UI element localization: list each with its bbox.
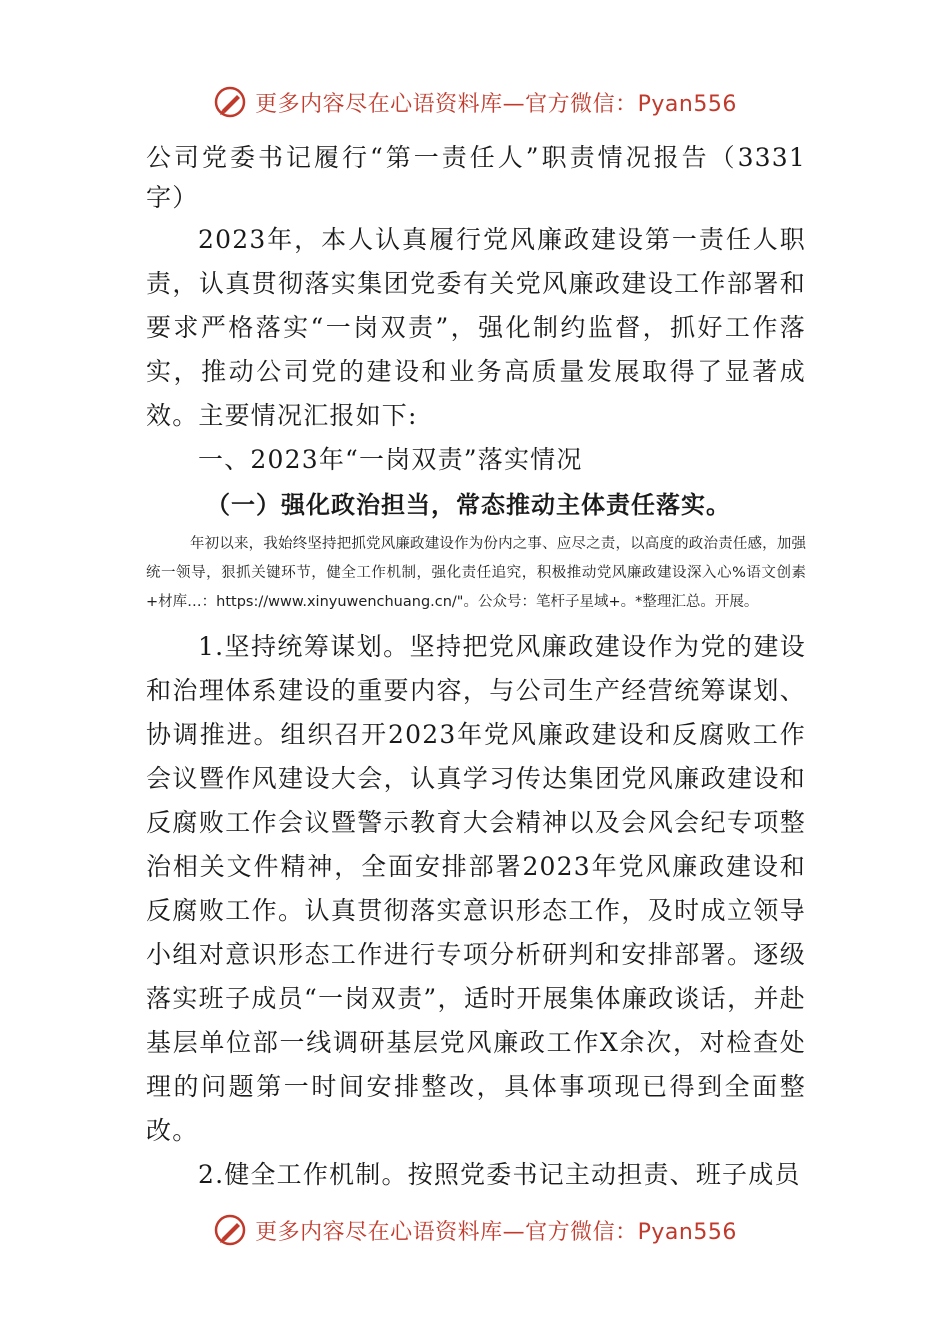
item-paragraph: 2.健全工作机制。按照党委书记主动担责、班子成员 bbox=[198, 1160, 801, 1189]
section-heading: 一、2023年“一岗双责”落实情况 bbox=[198, 445, 583, 474]
small-paragraph: 年初以来，我始终坚持把抓党风廉政建设作为份内之事、应尽之责，以高度的政治责任感，加强统一领导，狠抓关键环节，健全工作机制，强化责任追究，积极推动党风廉政建设深入心%语文创素+材库…：https://www.xinyuwenchuang.cn/"。公众号：笔杆子星域+。*整理汇总。开展。 bbox=[146, 536, 806, 610]
item-paragraph: 1.坚持统筹谋划。坚持把党风廉政建设作为党的建设和治理体系建设的重要内容，与公司生产经营统筹谋划、协调推进。组织召开2023年党风廉政建设和反腐败工作会议暨作风建设大会，认真学习传达集团党风廉政建设和反腐败工作会议暨警示教育大会精神以及会风会纪专项整治相关文件精神，全面安排部署2023年党风廉政建设和反腐败工作。认真贯彻落实意识形态工作，及时成立领导小组对意识形态工作进行专项分析研判和安排部署。逐级落实班子成员“一岗双责”，适时开展集体廉政谈话，并赴基层单位部一线调研基层党风廉政工作X余次，对检查处理的问题第一时间安排整改，具体事项现已得到全面整改。 bbox=[146, 632, 806, 1145]
header-watermark-banner bbox=[0, 82, 950, 122]
footer-watermark-banner bbox=[0, 1210, 950, 1250]
document-body bbox=[146, 138, 806, 1197]
pen-circle-logo-icon bbox=[213, 1213, 247, 1247]
watermark-text: 更多内容尽在心语资料库—官方微信：Pyan556 bbox=[255, 91, 737, 117]
watermark-text: 更多内容尽在心语资料库—官方微信：Pyan556 bbox=[255, 1219, 737, 1245]
subsection-heading: （一）强化政治担当，常态推动主体责任落实。 bbox=[206, 491, 731, 519]
pen-circle-logo-icon bbox=[213, 85, 247, 119]
intro-paragraph: 2023年，本人认真履行党风廉政建设第一责任人职责，认真贯彻落实集团党委有关党风廉政建设工作部署和要求严格落实“一岗双责”，强化制约监督，抓好工作落实，推动公司党的建设和业务高质量发展取得了显著成效。主要情况汇报如下: bbox=[146, 225, 806, 430]
document-title: 公司党委书记履行“第一责任人”职责情况报告（3331字） bbox=[146, 143, 806, 212]
